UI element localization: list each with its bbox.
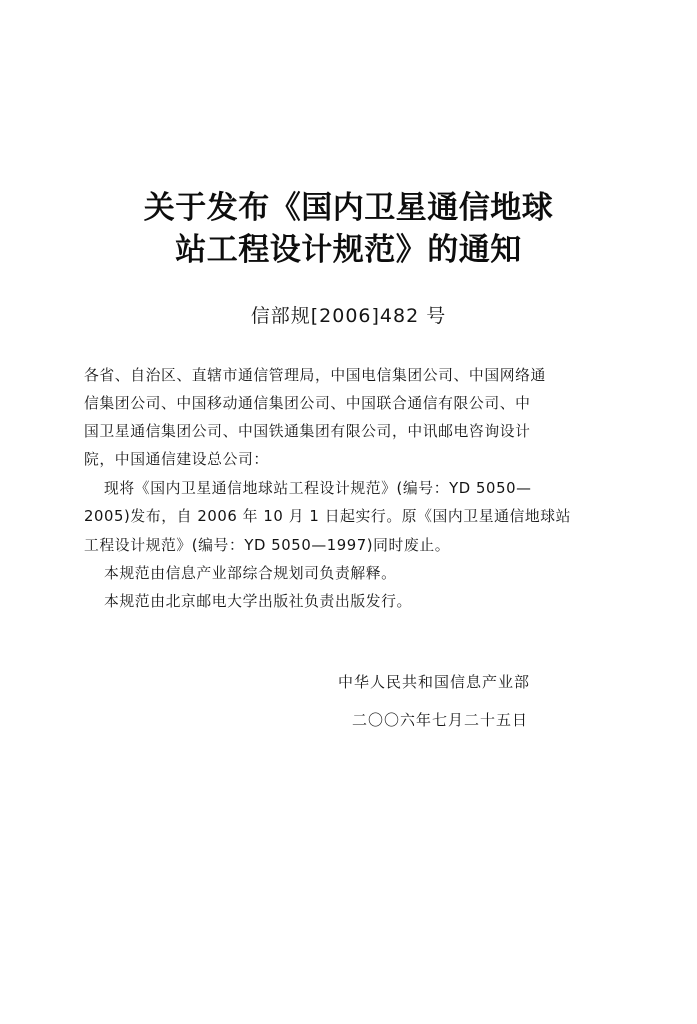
- notice-title-line-1: 关于发布《国内卫星通信地球: [143, 190, 554, 226]
- body-line-9: 本规范由北京邮电大学出版社负责出版发行。: [104, 593, 412, 610]
- body-line-6: 2005)发布，自 2006 年 10 月 1 日起实行。原《国内卫星通信地球站: [84, 508, 572, 525]
- body-line-5: 现将《国内卫星通信地球站工程设计规范》(编号：YD 5050—: [104, 480, 532, 497]
- body-line-4: 院，中国通信建设总公司：: [84, 451, 269, 468]
- document-number: 信部规[2006]482 号: [250, 305, 447, 327]
- signature-organization: 中华人民共和国信息产业部: [338, 673, 531, 691]
- body-line-3: 国卫星通信集团公司、中国铁通集团有限公司，中讯邮电咨询设计: [84, 423, 531, 440]
- body-line-8: 本规范由信息产业部综合规划司负责解释。: [104, 565, 397, 582]
- notice-title-line-2: 站工程设计规范》的通知: [175, 232, 522, 268]
- body-line-2: 信集团公司、中国移动通信集团公司、中国联合通信有限公司、中: [84, 395, 531, 412]
- body-line-7: 工程设计规范》(编号：YD 5050—1997)同时废止。: [84, 537, 451, 554]
- signature-date: 二〇〇六年七月二十五日: [352, 711, 529, 729]
- body-line-1: 各省、自治区、直辖市通信管理局，中国电信集团公司、中国网络通: [84, 367, 546, 384]
